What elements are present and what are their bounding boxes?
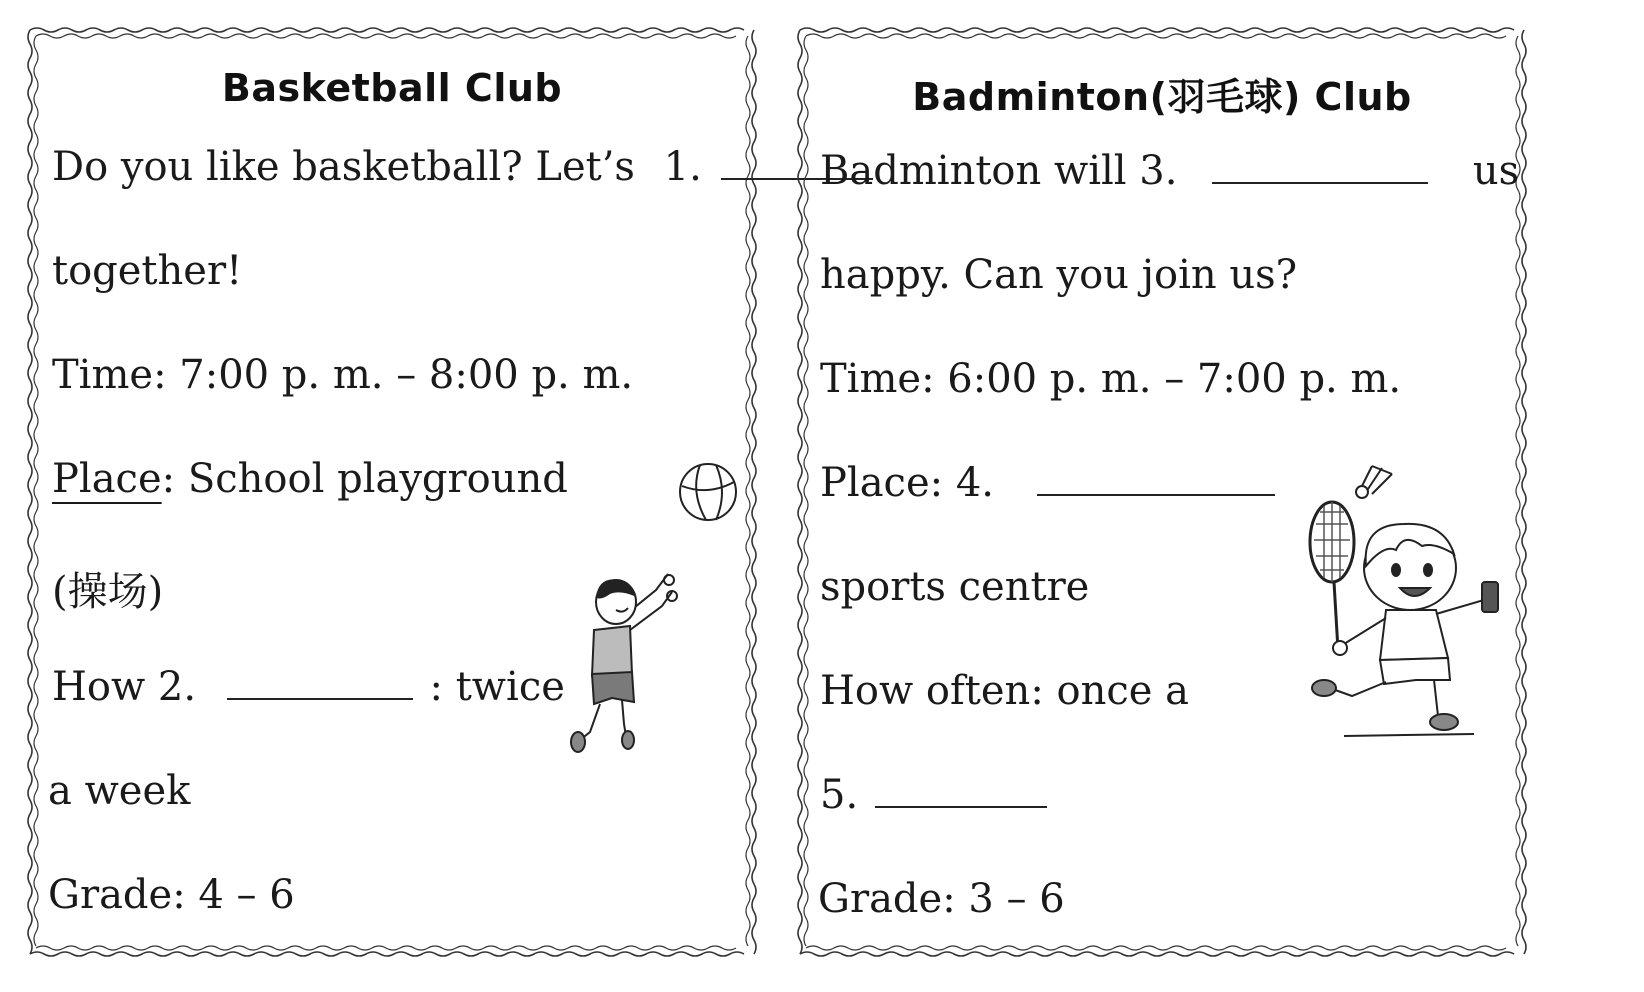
blank-5-line: 5.	[820, 772, 1047, 818]
blank-4[interactable]	[1037, 460, 1275, 496]
badminton-club-title: Badminton(羽毛球) Club	[912, 75, 1412, 119]
join-line: happy. Can you join us?	[820, 252, 1298, 298]
intro-line: Do you like basketball? Let’s 1.	[52, 144, 873, 190]
sports-centre-line: sports centre	[820, 564, 1090, 610]
time-line: Time: 7:00 p. m. – 8:00 p. m.	[52, 352, 634, 398]
blank-2[interactable]	[227, 664, 413, 700]
how-often-line: How often: once a	[820, 668, 1189, 714]
badminton-boy-icon	[1304, 484, 1510, 746]
basketball-boy-icon	[568, 570, 698, 756]
blank-5[interactable]	[875, 772, 1047, 808]
grade-line: Grade: 3 – 6	[818, 876, 1065, 922]
place-line: Place: 4.	[820, 460, 1275, 506]
week-line: a week	[48, 768, 191, 814]
basketball-club-title: Basketball Club	[221, 66, 563, 110]
intro-line: Badminton will 3. us	[820, 148, 1520, 194]
blank-3[interactable]	[1212, 148, 1428, 184]
time-line: Time: 6:00 p. m. – 7:00 p. m.	[820, 356, 1402, 402]
basketball-icon	[676, 460, 742, 526]
basketball-club-card	[22, 22, 762, 962]
together-line: together!	[52, 248, 243, 294]
place-line: Place: School playground	[52, 456, 568, 502]
place-note-line: (操场)	[52, 569, 164, 615]
how-often-line: How 2. : twice	[52, 664, 565, 710]
grade-line: Grade: 4 – 6	[48, 872, 295, 918]
badminton-club-card	[792, 22, 1532, 962]
